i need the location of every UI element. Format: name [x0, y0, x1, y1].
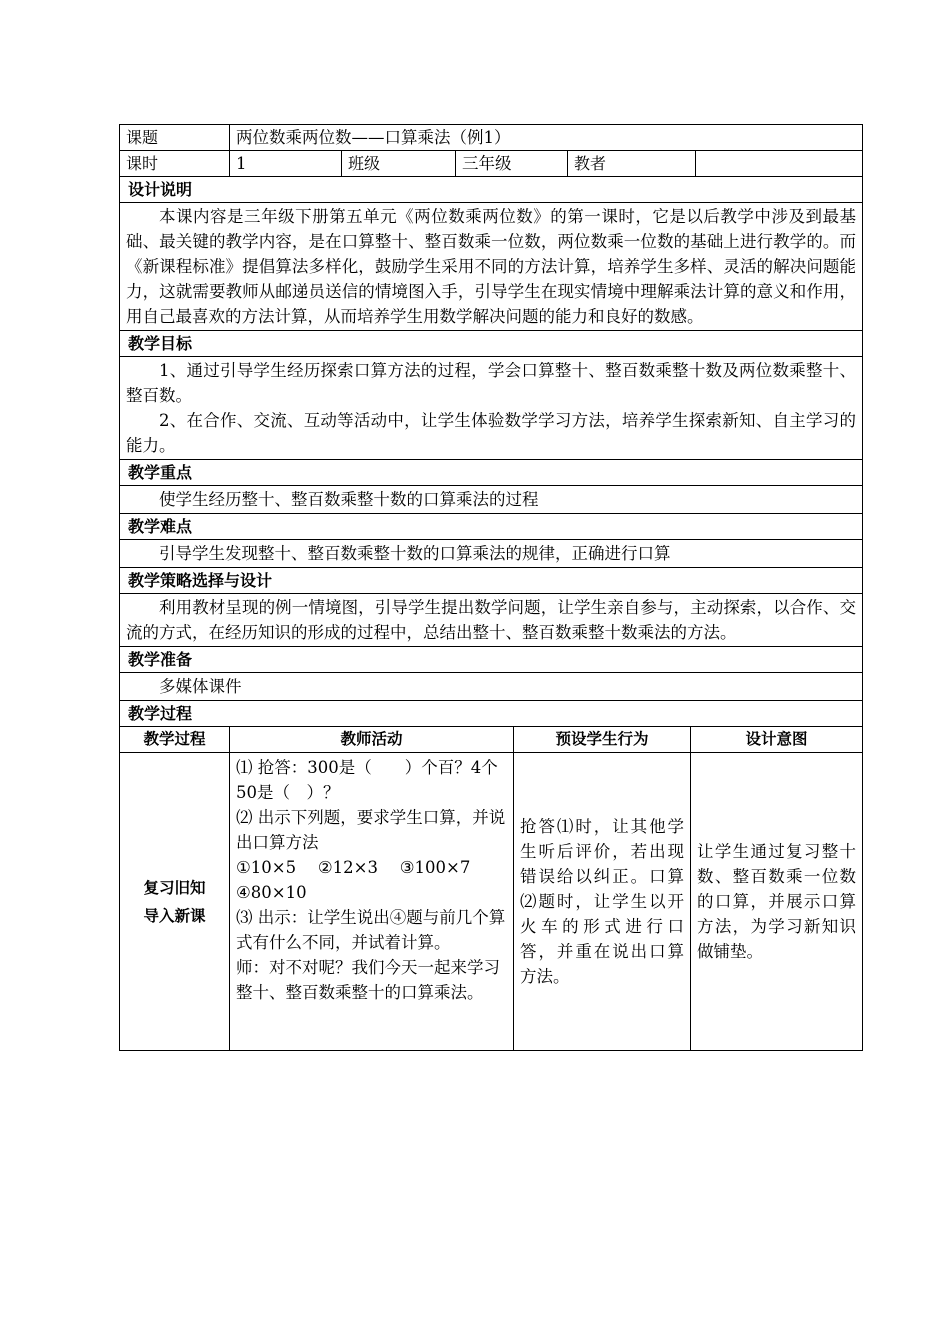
- process-stage: [120, 753, 230, 1051]
- goals-text: [120, 357, 863, 460]
- stage-line: 复习旧知: [143, 878, 206, 897]
- teacher-step: ⑴ 抢答：300是（ ）个百？4个50是（ ）？: [236, 758, 498, 802]
- key-text: 使学生经历整十、整百数乘整十数的口算乘法的过程: [120, 486, 863, 514]
- strategy-title: 教学策略选择与设计: [120, 568, 863, 594]
- teacher-activity: [230, 753, 514, 1051]
- lesson-plan-table: [119, 124, 863, 727]
- class-value: 三年级: [456, 151, 568, 177]
- teacher-step: 师：对不对呢？我们今天一起来学习整十、整百数乘整十的口算乘法。: [236, 958, 500, 1002]
- design-intent: 让学生通过复习整十数、整百数乘一位数的口算，并展示口算方法，为学习新知识做铺垫。: [691, 753, 863, 1051]
- teacher-step: ④80×10: [236, 883, 307, 902]
- process-header: 教师活动: [230, 727, 514, 753]
- period-label: 课时: [120, 151, 230, 177]
- goal-item: 1、通过引导学生经历探索口算方法的过程，学会口算整十、整百数乘整十数及两位数乘整十、整百数。: [126, 361, 856, 405]
- process-table: [119, 726, 863, 1051]
- prep-title: 教学准备: [120, 647, 863, 673]
- stage-line: 导入新课: [143, 906, 206, 925]
- goals-title: 教学目标: [120, 331, 863, 357]
- process-header: 预设学生行为: [514, 727, 691, 753]
- student-behavior: 抢答⑴时，让其他学生听后评价，若出现错误给以纠正。口算⑵题时，让学生以开火车的形式进行口答，并重在说出口算方法。: [514, 753, 691, 1051]
- difficulty-title: 教学难点: [120, 514, 863, 540]
- lesson-plan: [119, 124, 862, 1051]
- goal-item: 2、在合作、交流、互动等活动中，让学生体验数学学习方法，培养学生探索新知、自主学习的能力。: [126, 411, 856, 455]
- process-header: 教学过程: [120, 727, 230, 753]
- class-label: 班级: [342, 151, 456, 177]
- process-title: 教学过程: [120, 701, 863, 727]
- strategy-text: 利用教材呈现的例一情境图，引导学生提出数学问题，让学生亲自参与，主动探索，以合作、交流的方式，在经历知识的形成的过程中，总结出整十、整百数乘整十数乘法的方法。: [120, 594, 863, 647]
- process-header-row: [120, 727, 863, 753]
- process-header: 设计意图: [691, 727, 863, 753]
- teacher-value: [696, 151, 863, 177]
- difficulty-text: 引导学生发现整十、整百数乘整十数的口算乘法的规律，正确进行口算: [120, 540, 863, 568]
- period-value: 1: [230, 151, 342, 177]
- teacher-label: 教者: [568, 151, 696, 177]
- design-text: 本课内容是三年级下册第五单元《两位数乘两位数》的第一课时，它是以后教学中涉及到最基础、最关键的教学内容，是在口算整十、整百数乘一位数，两位数乘一位数的基础上进行教学的。而《新课程标准》提倡算法多样化，鼓励学生采用不同的方法计算，培养学生多样、灵活的解决问题能力，这就需要教师从邮递员送信的情境图入手，引导学生在现实情境中理解乘法计算的意义和作用，用自己最喜欢的方法计算，从而培养学生用数学解决问题的能力和良好的数感。: [120, 203, 863, 331]
- key-title: 教学重点: [120, 460, 863, 486]
- topic-row: [120, 125, 863, 151]
- prep-text: 多媒体课件: [120, 673, 863, 701]
- design-title: 设计说明: [120, 177, 863, 203]
- teacher-step: ①10×5 ②12×3 ③100×7: [236, 858, 471, 877]
- topic-value: 两位数乘两位数——口算乘法（例1）: [230, 125, 863, 151]
- topic-label: 课题: [120, 125, 230, 151]
- period-row: [120, 151, 863, 177]
- teacher-step: ⑵ 出示下列题，要求学生口算，并说出口算方法: [236, 808, 506, 852]
- process-row: [120, 753, 863, 1051]
- teacher-step: ⑶ 出示：让学生说出④题与前几个算式有什么不同，并试着计算。: [236, 908, 506, 952]
